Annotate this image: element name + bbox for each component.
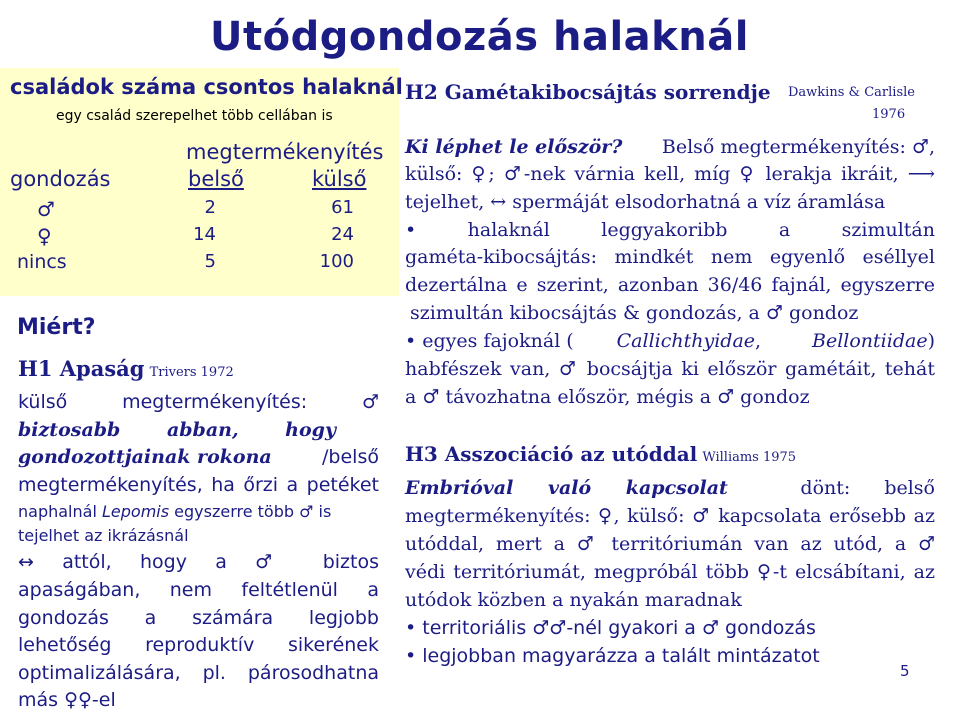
h1-l3a: gondozottjainak rokona xyxy=(18,446,272,468)
h1-line-1 xyxy=(18,391,379,413)
h1-title: H1 Apaság xyxy=(18,356,145,381)
h1-l1a: külső xyxy=(18,391,68,413)
h3-line-2: megtermékenyítés: ♀, külső: ♂ kapcsolata erősebb az xyxy=(405,505,935,527)
h2-line-10: a ♂ távozhatna először, mégis a ♂ gondoz xyxy=(405,386,810,408)
h2-ref-1: Dawkins & Carlisle xyxy=(788,85,915,100)
h3-l1a: Embrióval való kapcsolat xyxy=(405,477,728,499)
page-title: Utódgondozás halaknál xyxy=(210,14,749,60)
cell-none-external: 100 xyxy=(319,251,354,272)
cell-none-internal: 5 xyxy=(204,251,216,272)
h2-ref-2: 1976 xyxy=(872,107,906,122)
h3-line-5: utódok közben a nyakán maradnak xyxy=(405,589,742,611)
h2-line-9: habfészek van, ♂ bocsájtja ki először gamétáit, tehát xyxy=(405,358,935,380)
h3-title: H3 Asszociáció az utóddal xyxy=(405,442,698,466)
h3-line-7: • legjobban magyarázza a talált mintázatot xyxy=(405,645,820,667)
h1-l5c: egyszerre több ♂ is xyxy=(174,502,332,521)
h2-line-2: külső: ♀; ♂-nek várnia kell, míg ♀ lerakja ikráit, ⟶ xyxy=(405,163,935,185)
h1-line-8: apaságában, nem feltétlenül a xyxy=(18,579,379,601)
cell-male-external: 61 xyxy=(331,197,354,218)
cell-female-internal: 14 xyxy=(193,224,216,245)
row-label-female: ♀ xyxy=(37,224,52,248)
h2-line-4: • halaknál leggyakoribb a szimultán xyxy=(405,219,935,241)
h1-ref: Trivers 1972 xyxy=(149,365,234,380)
care-column-header: gondozás xyxy=(10,167,111,191)
h2-line-5: gaméta-kibocsájtás: mindkét nem egyenlő eséllyel xyxy=(405,246,935,268)
h1-line-7: ↔ attól, hogy a ♂ biztos xyxy=(18,551,379,573)
h2-l8c: , xyxy=(755,330,762,352)
h3-line-3: utóddal, mert a ♂ territóriumán van az utód, a ♂ xyxy=(405,533,935,555)
h1-line-4: megtermékenyítés, ha őrzi a petéket xyxy=(18,474,379,496)
h2-line-6: dezertálna e szerint, azonban 36/46 fajnál, egyszerre xyxy=(405,274,935,296)
fertilization-header: megtermékenyítés xyxy=(186,140,384,164)
h1-l1b: megtermékenyítés: xyxy=(122,391,308,413)
h2-l1a: Ki léphet le először? xyxy=(405,136,623,158)
h1-l3b: /belső xyxy=(322,446,379,468)
internal-column-header: belső xyxy=(188,167,244,191)
h1-heading xyxy=(18,356,234,381)
cell-male-internal: 2 xyxy=(204,197,216,218)
h1-line-5 xyxy=(18,502,331,521)
h2-line-8 xyxy=(405,330,935,352)
h3-l1b: dönt: belső xyxy=(800,477,935,499)
h1-line-6: tejelhet az ikrázásnál xyxy=(18,526,189,545)
h2-line-1 xyxy=(405,136,935,158)
row-label-none: nincs xyxy=(17,251,67,273)
page-number: 5 xyxy=(900,662,910,680)
external-column-header: külső xyxy=(312,167,367,191)
h1-line-12: más ♀♀-el xyxy=(18,689,116,711)
h3-line-6: • territoriális ♂♂-nél gyakori a ♂ gondozás xyxy=(405,617,816,639)
h1-line-3 xyxy=(18,446,379,468)
h1-line-9: gondozás a számára legjobb xyxy=(18,607,379,629)
box-heading: családok száma csontos halaknál xyxy=(10,75,403,99)
h3-line-1 xyxy=(405,477,935,499)
h1-line-10: lehetőség reproduktív sikerének xyxy=(18,634,379,656)
row-label-male: ♂ xyxy=(37,197,55,221)
cell-female-external: 24 xyxy=(331,224,354,245)
h1-line-11: optimalizálására, pl. párosodhatna xyxy=(18,662,379,684)
h1-l5a: naphalnál xyxy=(18,502,97,521)
h3-heading xyxy=(405,442,796,466)
box-note: egy család szerepelhet több cellában is xyxy=(56,108,333,124)
h1-line-2: biztosabb abban, hogy xyxy=(18,419,336,441)
h2-l8d: Bellontiidae xyxy=(812,330,928,352)
h2-l8e: ) xyxy=(927,330,935,352)
h3-ref: Williams 1975 xyxy=(702,450,797,465)
h1-l1c: ♂ xyxy=(361,391,379,413)
h2-l8b: Callichthyidae xyxy=(616,330,756,352)
h2-line-7: szimultán kibocsájtás & gondozás, a ♂ gondoz xyxy=(410,302,859,324)
h2-heading xyxy=(405,80,771,104)
why-heading: Miért? xyxy=(17,315,96,340)
h1-l5b: Lepomis xyxy=(101,502,170,521)
h2-l1b: Belső megtermékenyítés: ♂, xyxy=(661,136,935,158)
h3-line-4: védi territóriumát, megpróbál több ♀-t elcsábítani, az xyxy=(405,561,935,583)
h2-line-3: tejelhet, ↔ spermáját elsodorhatná a víz áramlása xyxy=(405,191,886,213)
h2-title: H2 Gamétakibocsájtás sorrendje xyxy=(405,80,771,104)
h2-l8a: • egyes fajoknál ( xyxy=(405,330,574,352)
